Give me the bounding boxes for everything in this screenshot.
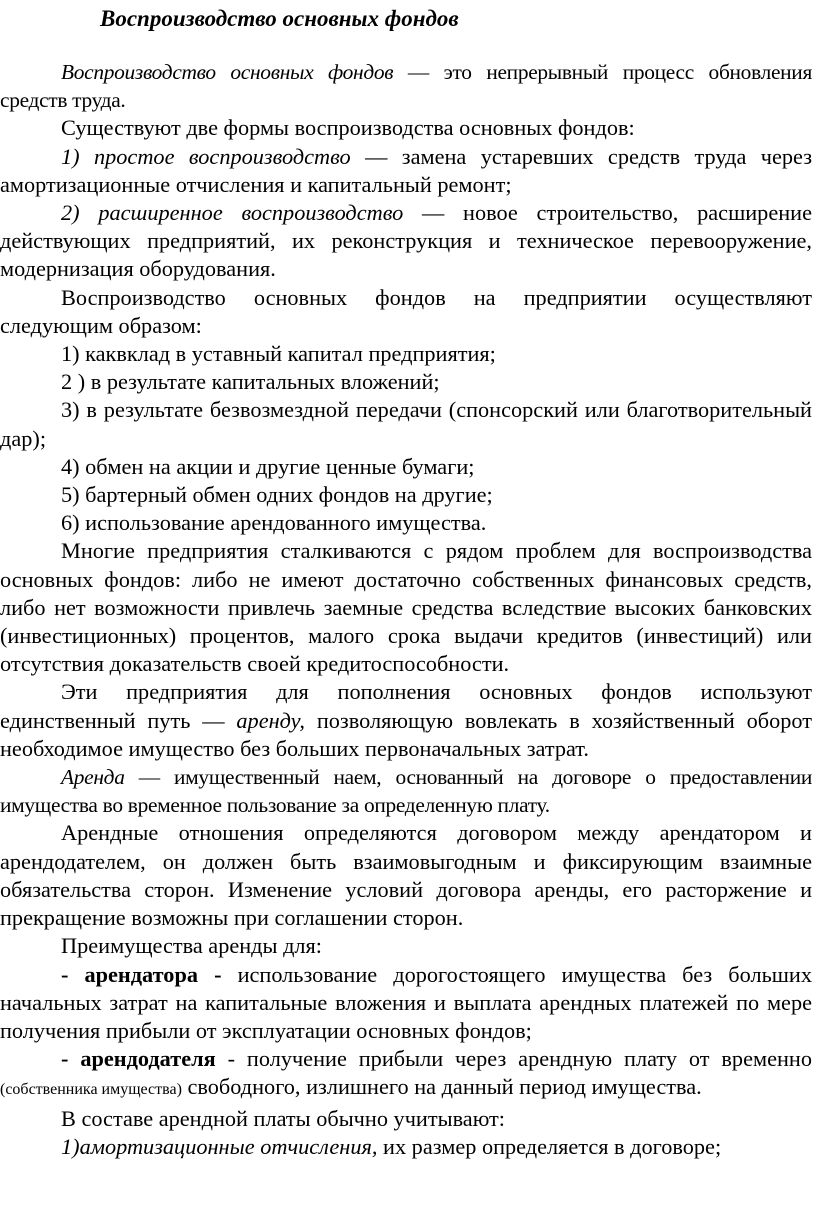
paragraph-extended xyxy=(0,199,812,284)
text: — новое строительство, расширение действующих предприятий, их реконструкция и техническое перевооружение, модернизация оборудования. xyxy=(0,200,812,282)
term: Воспроизводство основных фондов xyxy=(61,60,394,84)
text: Эти предприятия для пополнения основных фондов используют единственный путь — xyxy=(0,679,812,733)
dash: - xyxy=(198,961,222,987)
paragraph-lease-definition xyxy=(0,763,812,819)
spacer xyxy=(0,34,812,58)
term: аренду, xyxy=(236,707,305,733)
paragraph-problems: Многие предприятия сталкиваются с рядом проблем для воспроизводства основных фондов: либо не имеют достаточно собственных финансовых средств, либо нет возможности привлечь заемные средства вследствие высоких банковских (инвестиционных) процентов, малого срока выдачи кредитов (инвестиций) или отсутствия доказательств своей кредитоспособности. xyxy=(0,538,812,677)
text: — имущественный наем, основанный на договоре о предоставлении имущества во временное пользование за определенную плату. xyxy=(0,765,812,818)
paragraph-advantages: Преимущества аренды для: xyxy=(61,933,322,959)
list-item: 2 ) в результате капитальных вложений; xyxy=(61,369,440,395)
text: — это непрерывный процесс обновления средств труда. xyxy=(0,60,812,113)
paragraph-rent-composition: В составе арендной платы обычно учитывают: xyxy=(61,1105,505,1131)
paragraph-tenant xyxy=(0,961,812,1046)
text: свободного, излишнего на данный период имущества. xyxy=(181,1074,702,1100)
term: 1) простое воспроизводство xyxy=(61,143,351,169)
page-title: Воспроизводство основных фондов xyxy=(100,6,459,31)
list-item: 3) в результате безвозмездной передачи (спонсорский или благотворительный дар); xyxy=(0,397,812,451)
text: их размер определяется в договоре; xyxy=(377,1133,722,1159)
paragraph-forms: Существуют две формы воспроизводства основных фондов: xyxy=(61,115,635,141)
paragraph-relations: Арендные отношения определяются договором между арендатором и арендодателем, он должен быть взаимовыгодным и фиксирующим взаимные обязательства сторон. Изменение условий договора аренды, его расторжение и прекращение возможны при соглашении сторон. xyxy=(0,820,812,931)
text: использование дорогостоящего имущества без больших начальных затрат на капитальные вложения и выплата арендных платежей по мере получения прибыли от эксплуатации основных фондов; xyxy=(0,961,813,1043)
text-small: (собственника имущества) xyxy=(0,1081,182,1099)
term: - арендодателя xyxy=(61,1046,216,1072)
text: — замена устаревших средств труда через амортизационные отчисления и капитальный ремонт; xyxy=(0,143,813,197)
paragraph-lease-path xyxy=(0,678,812,763)
term: Аренда xyxy=(61,765,125,790)
list-item: 1) каквклад в уставный капитал предприятия; xyxy=(61,341,496,367)
paragraph-simple xyxy=(0,143,812,199)
text: позволяющую вовлекать в хозяйственный оборот необходимое имущество без больших первоначальных затрат. xyxy=(0,707,812,761)
list-item: 5) бартерный обмен одних фондов на другие; xyxy=(61,482,493,508)
term: 1)амортизационные отчисления, xyxy=(61,1133,378,1159)
paragraph-methods: Воспроизводство основных фондов на предприятии осуществляют следующим образом: xyxy=(0,284,812,338)
term: - арендатора xyxy=(61,961,198,987)
term: 2) расширенное воспроизводство xyxy=(61,200,404,226)
paragraph-lessor xyxy=(0,1045,812,1104)
paragraph-definition xyxy=(0,58,812,114)
text: - получение прибыли через арендную плату от временно xyxy=(215,1046,812,1072)
paragraph-depreciation xyxy=(0,1133,812,1161)
list-item: 4) обмен на акции и другие ценные бумаги; xyxy=(61,453,475,479)
list-item: 6) использование арендованного имущества. xyxy=(61,510,487,536)
